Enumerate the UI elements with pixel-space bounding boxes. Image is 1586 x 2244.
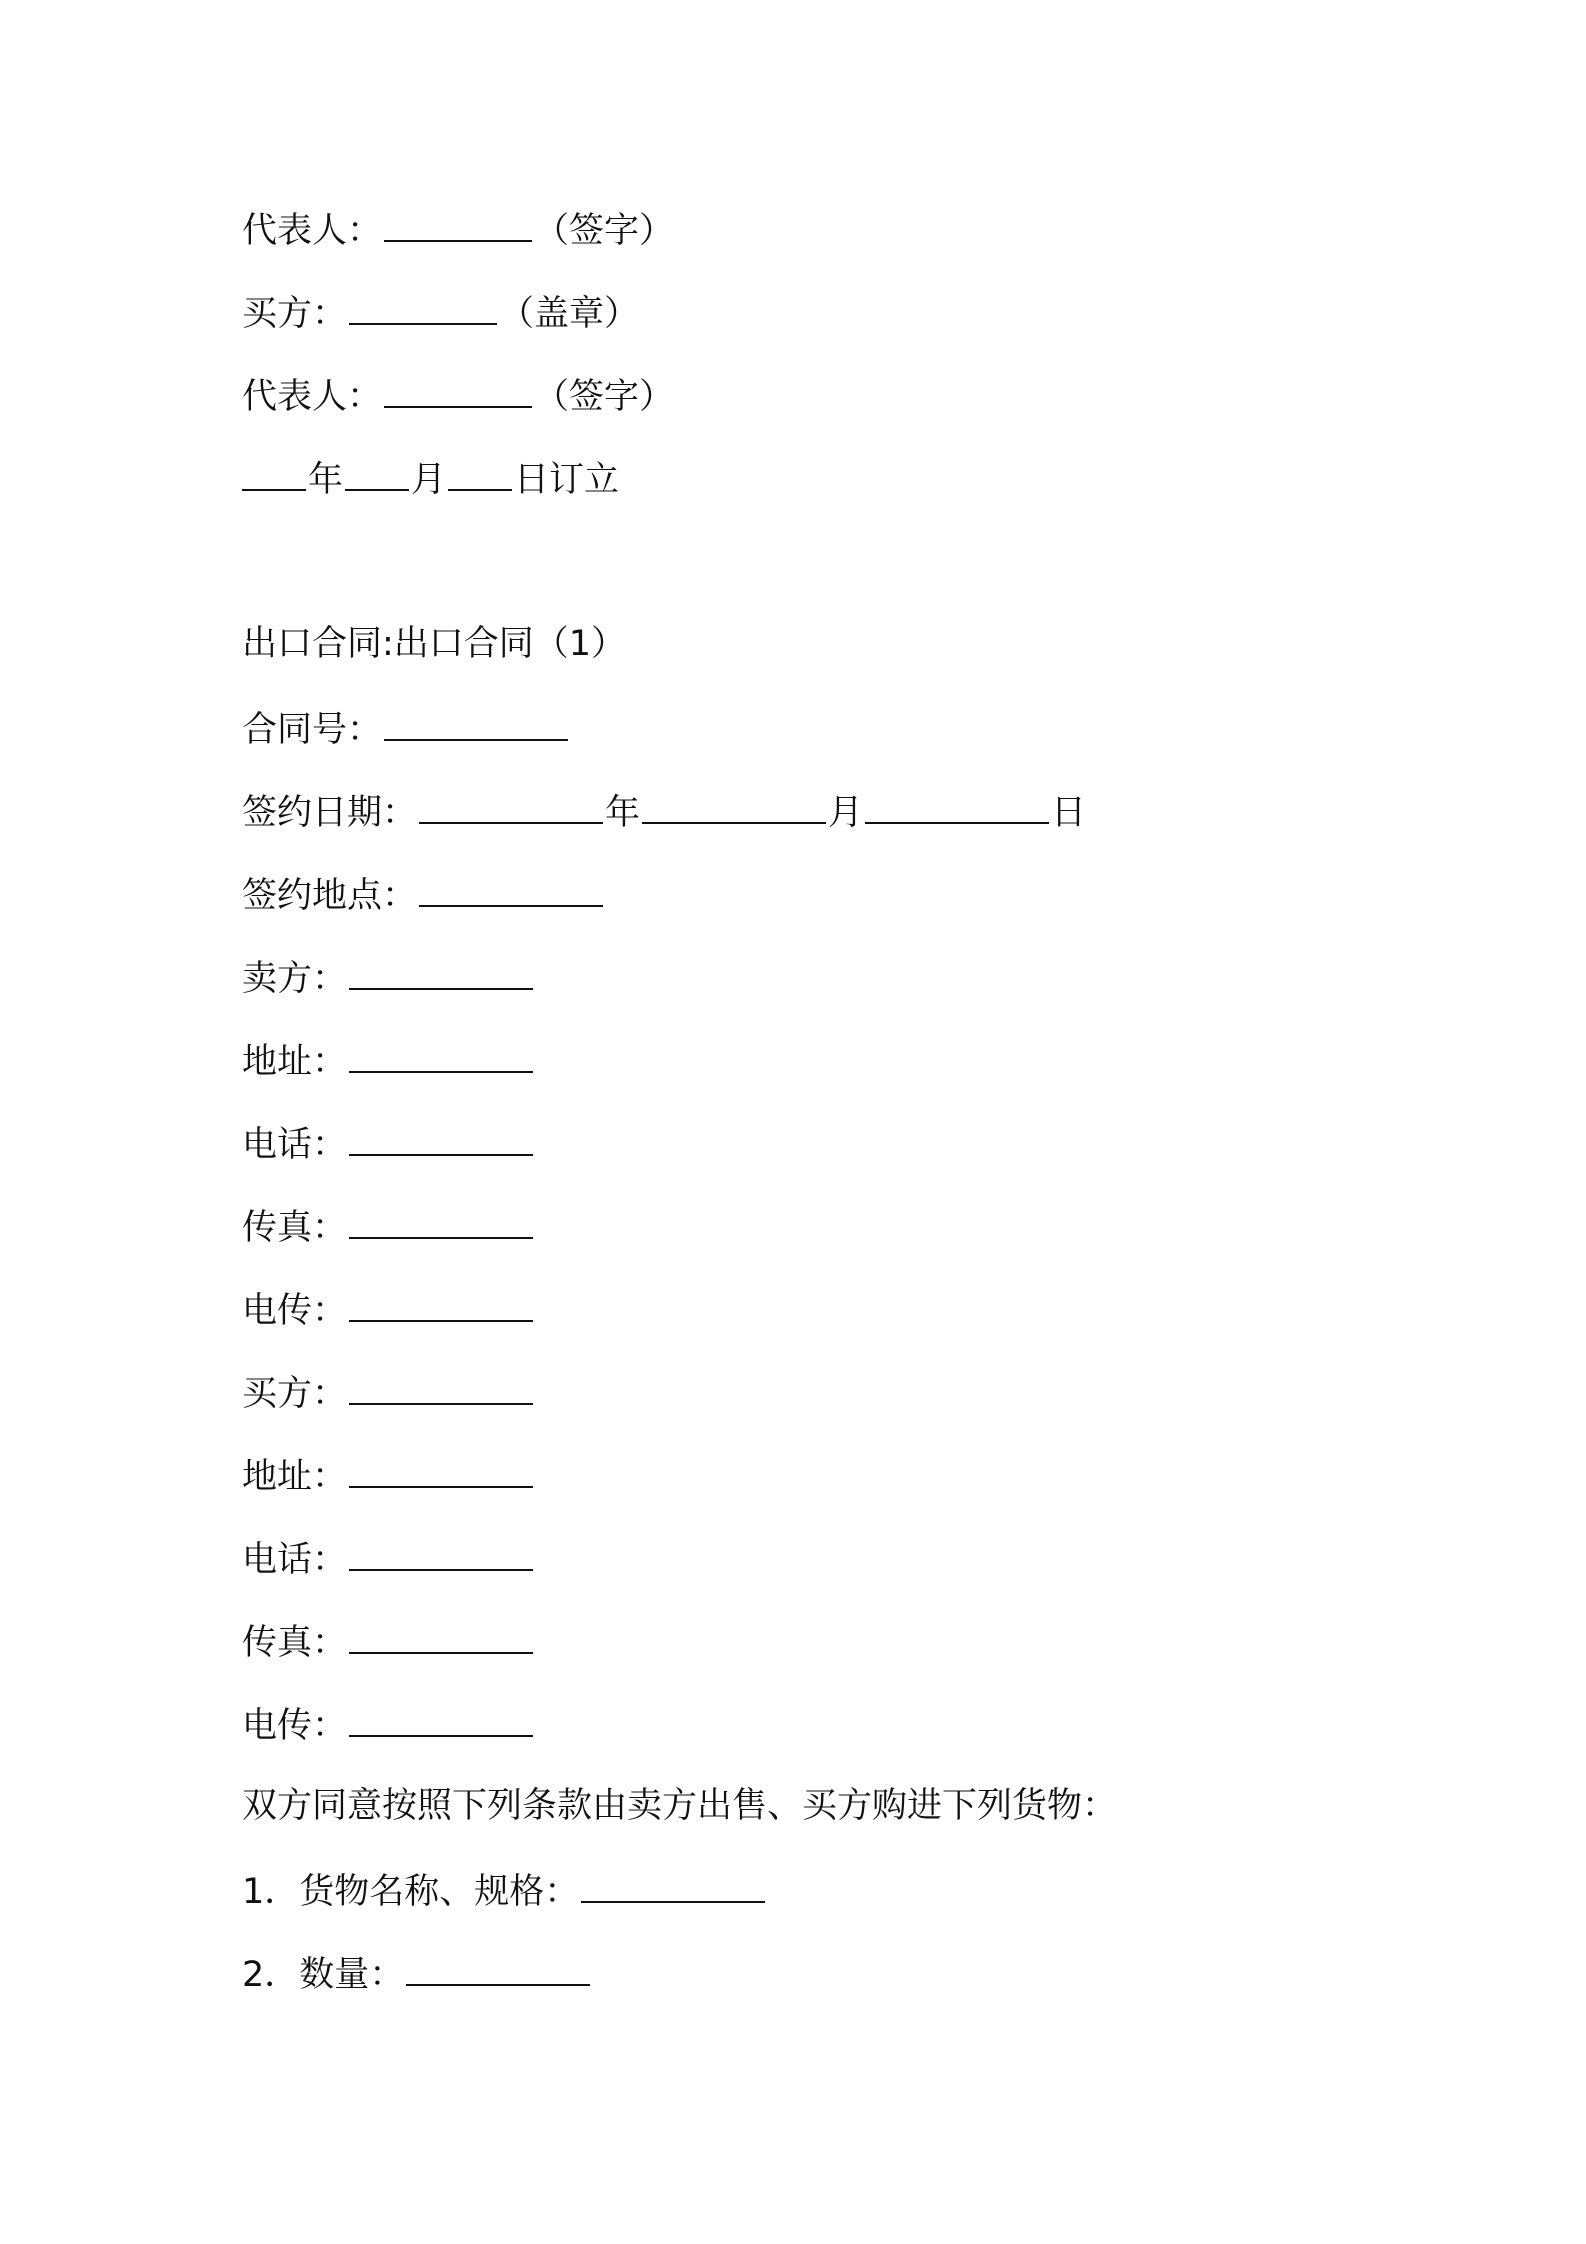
contract-no-label: 合同号：	[242, 710, 383, 750]
sign-date-label: 签约日期：	[242, 793, 418, 833]
seller-fax-blank[interactable]	[349, 1203, 533, 1239]
sign-place-label: 签约地点：	[242, 876, 418, 916]
sign-date-year-unit: 年	[605, 793, 641, 833]
item2-label: 2．数量：	[242, 1955, 405, 1995]
rep2-suffix: （签字）	[534, 377, 675, 417]
sign-date-year-blank[interactable]	[419, 788, 603, 824]
buyer-phone-line	[242, 1535, 535, 1579]
rep1-label: 代表人：	[242, 211, 383, 251]
buyer-address-line	[242, 1452, 535, 1496]
signing-month-blank[interactable]	[345, 455, 409, 491]
seller-telex-blank[interactable]	[349, 1286, 533, 1322]
seller-fax-label: 传真：	[242, 1208, 348, 1248]
seller-fax-line	[242, 1203, 535, 1247]
rep2-line	[242, 372, 674, 416]
signing-day-blank[interactable]	[448, 455, 512, 491]
seller-label: 卖方：	[242, 959, 348, 999]
signing-day-unit: 日订立	[514, 460, 620, 500]
buyer-seal-blank[interactable]	[349, 289, 497, 325]
seller-phone-label: 电话：	[242, 1125, 348, 1165]
item2-line	[242, 1950, 592, 1994]
buyer-telex-line	[242, 1701, 535, 1745]
rep1-line	[242, 206, 674, 250]
sign-date-day-blank[interactable]	[865, 788, 1049, 824]
buyer-address-label: 地址：	[242, 1457, 348, 1497]
sign-date-day-unit: 日	[1051, 793, 1087, 833]
rep1-blank[interactable]	[384, 206, 532, 242]
buyer-fax-line	[242, 1618, 535, 1662]
seller-blank[interactable]	[349, 954, 533, 990]
rep2-blank[interactable]	[384, 372, 532, 408]
buyer-blank[interactable]	[349, 1369, 533, 1405]
sign-place-line	[242, 871, 605, 915]
item2-blank[interactable]	[406, 1950, 590, 1986]
signing-date-line	[242, 455, 619, 499]
item1-line	[242, 1867, 767, 1911]
buyer-fax-blank[interactable]	[349, 1618, 533, 1654]
buyer-seal-label: 买方：	[242, 294, 348, 334]
seller-telex-line	[242, 1286, 535, 1330]
item1-label: 1．货物名称、规格：	[242, 1872, 580, 1912]
seller-phone-line	[242, 1120, 535, 1164]
contract-no-line	[242, 705, 570, 749]
item1-blank[interactable]	[581, 1867, 765, 1903]
signing-month-unit: 月	[411, 460, 447, 500]
rep1-suffix: （签字）	[534, 211, 675, 251]
sign-date-month-blank[interactable]	[642, 788, 826, 824]
agreement-text: 双方同意按照下列条款由卖方出售、买方购进下列货物：	[242, 1786, 1118, 1826]
buyer-telex-blank[interactable]	[349, 1701, 533, 1737]
contract-no-blank[interactable]	[384, 705, 568, 741]
seller-address-label: 地址：	[242, 1042, 348, 1082]
signing-year-unit: 年	[308, 460, 344, 500]
buyer-address-blank[interactable]	[349, 1452, 533, 1488]
buyer-phone-blank[interactable]	[349, 1535, 533, 1571]
buyer-label: 买方：	[242, 1374, 348, 1414]
seller-address-line	[242, 1037, 535, 1081]
buyer-seal-suffix: （盖章）	[499, 294, 640, 334]
contract-title-text: 出口合同:出口合同（1）	[242, 624, 627, 664]
sign-date-line	[242, 788, 1086, 832]
signing-year-blank[interactable]	[242, 455, 306, 491]
sign-place-blank[interactable]	[419, 871, 603, 907]
contract-title	[242, 622, 626, 666]
buyer-fax-label: 传真：	[242, 1623, 348, 1663]
agreement-line	[242, 1784, 1117, 1828]
seller-address-blank[interactable]	[349, 1037, 533, 1073]
seller-telex-label: 电传：	[242, 1291, 348, 1331]
buyer-line	[242, 1369, 535, 1413]
seller-line	[242, 954, 535, 998]
sign-date-month-unit: 月	[828, 793, 864, 833]
seller-phone-blank[interactable]	[349, 1120, 533, 1156]
buyer-seal-line	[242, 289, 639, 333]
rep2-label: 代表人：	[242, 377, 383, 417]
buyer-telex-label: 电传：	[242, 1706, 348, 1746]
buyer-phone-label: 电话：	[242, 1540, 348, 1580]
